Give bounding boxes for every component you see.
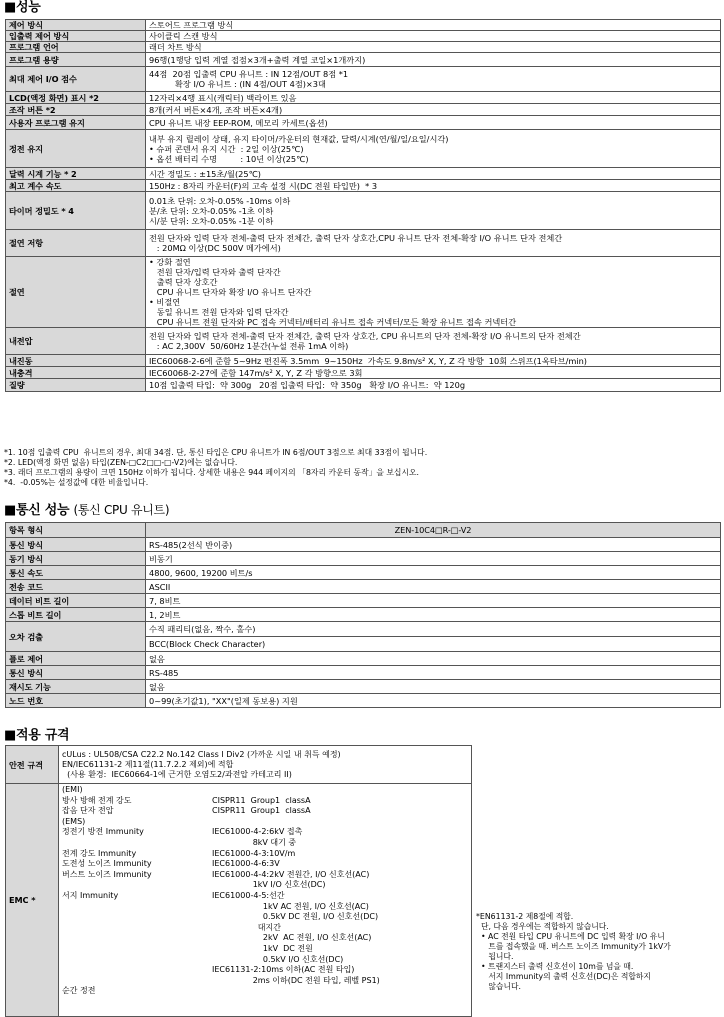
performance-title: ■성능 [4, 0, 41, 15]
performance-row-label: 질량 [6, 379, 146, 392]
performance-row-label: 최대 제어 I/O 점수 [6, 67, 146, 92]
communication-row-label: 전송 코드 [6, 580, 146, 594]
communication-row-label: 통신 속도 [6, 566, 146, 580]
performance-table [5, 19, 721, 392]
performance-row-label: 절연 저항 [6, 230, 146, 257]
performance-row-value: 44점 20점 입출력 CPU 유니트 : IN 12점/OUT 8점 *1 확장 I/O 유니트 : (IN 4점/OUT 4점)×3대 [146, 67, 721, 92]
safety-label: 안전 규격 [6, 746, 59, 784]
performance-row [6, 42, 721, 53]
emc-side-note: *EN61131-2 제8절에 적합. 단, 다음 경우에는 적합하지 않습니다. • AC 전원 타입 CPU 유니트에 DC 입력 확장 I/O 유니 트를 접속했을 때. 버스트 노이즈 Immunity가 1kV가 됩니다. • 트랜지스터 출력 신호선이 10m를 넘을 때. 서지 Immunity의 출력 신호선(DC)은 적합하지 않습니다. [476, 912, 671, 991]
communication-title-sub: (통신 CPU 유니트) [73, 503, 170, 517]
performance-row [6, 53, 721, 67]
communication-row-label: 오차 검출 [6, 622, 146, 652]
communication-row-value: 없음 [146, 680, 721, 694]
performance-row-label: 내전압 [6, 328, 146, 355]
communication-row-label: 플로 제어 [6, 652, 146, 666]
performance-row [6, 31, 721, 42]
performance-row-value: 10점 입출력 타입: 약 300g 20점 입출력 타입: 약 350g 확장 I/O 유니트: 약 120g [146, 379, 721, 392]
performance-row-value: IEC60068-2-6에 준함 5~9Hz 편진폭 3.5mm 9~150Hz 가속도 9.8m/s² X, Y, Z 각 방향 10회 스위프(1옥타브/min) [146, 355, 721, 367]
communication-row [6, 652, 721, 666]
emc-test-names: (EMI) 방사 방해 전계 강도 잡음 단자 전압 (EMS) 정전기 방전 Immunity 전계 강도 Immunity 도전성 노이즈 Immunity 버스트 노이즈 Immunity 서지 Immunity 순간 정전 [62, 785, 152, 996]
performance-row-label: 입출력 제어 방식 [6, 31, 146, 42]
performance-row-label: 조작 버튼 *2 [6, 104, 146, 116]
communication-table [5, 522, 721, 708]
performance-row [6, 67, 721, 92]
performance-row-label: 내진동 [6, 355, 146, 367]
performance-row-value: 96행(1행당 입력 계열 접점×3개+출력 계열 코일×1개까지) [146, 53, 721, 67]
communication-title [4, 503, 169, 518]
communication-row [6, 694, 721, 708]
communication-title-main: ■통신 성능 [4, 503, 70, 518]
communication-row-value: 비동기 [146, 552, 721, 566]
communication-row-value: ASCII [146, 580, 721, 594]
communication-row-value: 없음 [146, 652, 721, 666]
performance-row [6, 116, 721, 130]
performance-footnotes: *1. 10점 입출력 CPU 유니트의 경우, 최대 34점. 단, 통신 타입은 CPU 유니트가 IN 6점/OUT 3점으로 최대 33점이 됩니다. *2. LED(액정 화면 없음) 타입(ZEN-□C2□□-□-V2)에는 없습니다. *3. 래더 프로그램의 용량이 크면 150Hz 이하가 됩니다. 상세한 내용은 944 페이지의 「8자리 카운터 동작」을 보십시오. *4. -0.05%는 설정값에 대한 비율입니다. [4, 448, 428, 487]
comm-header-label: 항목 형식 [6, 523, 146, 538]
performance-row-label: 프로그램 언어 [6, 42, 146, 53]
communication-row [6, 680, 721, 694]
communication-row-label: 동기 방식 [6, 552, 146, 566]
performance-row [6, 379, 721, 392]
performance-row-value: 래더 차트 방식 [146, 42, 721, 53]
performance-row [6, 92, 721, 104]
comm-header-value: ZEN-10C4□R-□-V2 [146, 523, 721, 538]
performance-row [6, 20, 721, 31]
communication-row-value: 수직 패리티(없음, 짝수, 홀수) [146, 622, 721, 637]
performance-row [6, 230, 721, 257]
performance-row-value: 12자리×4행 표시(캐릭터) 백라이트 있음 [146, 92, 721, 104]
communication-row-label: 데이터 비트 길이 [6, 594, 146, 608]
performance-row-value: 8개(커서 버튼×4개, 조작 버튼×4개) [146, 104, 721, 116]
communication-row-value: RS-485(2선식 반이중) [146, 538, 721, 552]
performance-row-value: 내부 유지 릴레이 상태, 유지 타이머/카운터의 현재값, 달력/시계(연/월/일/요일/시각) • 슈퍼 콘덴서 유지 시간 : 2일 이상(25℃) • 옵션 배터리 수명 : 10년 이상(25℃) [146, 130, 721, 168]
performance-row-label: 최고 계수 속도 [6, 180, 146, 192]
performance-row-label: 제어 방식 [6, 20, 146, 31]
performance-row-label: 프로그램 용량 [6, 53, 146, 67]
performance-row-value: 시간 정밀도 : ±15초/월(25℃) [146, 168, 721, 180]
communication-row-label: 스톱 비트 길이 [6, 608, 146, 622]
standards-title: ■적용 규격 [4, 728, 70, 743]
performance-row-value: 스토어드 프로그램 방식 [146, 20, 721, 31]
communication-row [6, 622, 721, 637]
performance-row-label: 달력 시계 기능 * 2 [6, 168, 146, 180]
performance-row [6, 355, 721, 367]
communication-row-value: 0~99(초기값1), "XX"(일제 동보용) 지원 [146, 694, 721, 708]
performance-row-value: • 강화 절연 전원 단자/입력 단자와 출력 단자간 출력 단자 상호간 CPU 유니트 단자와 확장 I/O 유니트 단자간 • 비절연 동일 유니트 전원 단자와 입력 단자간 CPU 유니트 전원 단자와 PC 접속 커넥터/배터리 유니트 접속 커넥터/모든 확장 유니트 접속 커넥터간 [146, 257, 721, 328]
performance-row-value: IEC60068-2-27에 준함 147m/s² X, Y, Z 각 방향으로 3회 [146, 367, 721, 379]
communication-row [6, 608, 721, 622]
standards-table [5, 745, 472, 1017]
performance-row [6, 367, 721, 379]
performance-row-value: 150Hz : 8자리 카운터(F)의 고속 설정 시(DC 전원 타입만) * 3 [146, 180, 721, 192]
performance-row-label: 내충격 [6, 367, 146, 379]
communication-row [6, 594, 721, 608]
communication-row-label: 재시도 기능 [6, 680, 146, 694]
communication-row-label: 통신 방식 [6, 538, 146, 552]
communication-row-value: BCC(Block Check Character) [146, 637, 721, 652]
communication-row-value: 1, 2비트 [146, 608, 721, 622]
performance-row-value: 0.01초 단위: 오차-0.05% -10ms 이하 분/초 단위: 오차-0.05% -1초 이하 시/분 단위: 오차-0.05% -1분 이하 [146, 192, 721, 230]
communication-row-label: 노드 번호 [6, 694, 146, 708]
performance-row-label: LCD(액정 화면) 표시 *2 [6, 92, 146, 104]
performance-row-value: 사이클릭 스캔 방식 [146, 31, 721, 42]
performance-row [6, 180, 721, 192]
communication-row [6, 552, 721, 566]
communication-row [6, 666, 721, 680]
communication-row-value: RS-485 [146, 666, 721, 680]
performance-row-label: 타이머 정밀도 * 4 [6, 192, 146, 230]
performance-row [6, 257, 721, 328]
performance-row [6, 130, 721, 168]
communication-row-value: 4800, 9600, 19200 비트/s [146, 566, 721, 580]
performance-row-label: 사용자 프로그램 유지 [6, 116, 146, 130]
emc-test-standards: CISPR11 Group1 classA CISPR11 Group1 classA IEC61000-4-2:6kV 접촉 8kV 대기 중 IEC61000-4-3:10V/m IEC61000-4-6:3V IEC61000-4-4:2kV 전원간, I/O 신호선(AC) 1kV I/O 신호선(DC) IEC61000-4-5:선간 1kV AC 전원, I/O 신호선(AC) 0.5kV DC 전원, I/O 신호선(DC) 대지간 2kV AC 전원, I/O 신호선(AC) 1kV DC 전원 0.5kV I/O 신호선(DC) IEC61131-2:10ms 이하(AC 전원 타입) 2ms 이하(DC 전원 타입, 레벨 PS1) [212, 795, 380, 985]
performance-row [6, 104, 721, 116]
performance-row [6, 192, 721, 230]
communication-row [6, 580, 721, 594]
communication-row-label: 통신 방식 [6, 666, 146, 680]
emc-value [59, 784, 472, 1017]
communication-row-value: 7, 8비트 [146, 594, 721, 608]
emc-label: EMC * [6, 784, 59, 1017]
communication-row [6, 566, 721, 580]
communication-row [6, 538, 721, 552]
performance-row-value: CPU 유니트 내장 EEP-ROM, 메모리 카세트(옵션) [146, 116, 721, 130]
performance-row-label: 정전 유지 [6, 130, 146, 168]
performance-row-value: 전원 단자와 입력 단자 전체-출력 단자 전체간, 출력 단자 상호간, CPU 유니트의 단자 전체-확장 I/O 유니트의 단자 전체간 : AC 2,300V 50/60Hz 1분간(누설 전류 1mA 이하) [146, 328, 721, 355]
performance-row [6, 168, 721, 180]
performance-row-label: 절연 [6, 257, 146, 328]
performance-row-value: 전원 단자와 입력 단자 전체-출력 단자 전체간, 출력 단자 상호간,CPU 유니트 단자 전체-확장 I/O 유니트 단자 전체간 : 20MΩ 이상(DC 500V 메가에서) [146, 230, 721, 257]
safety-value: cULus : UL508/CSA C22.2 No.142 Class Ⅰ Div2 (가까운 시일 내 취득 예정) EN/IEC61131-2 제11절(11.7.2.2 제외)에 적합 (사용 환경: IEC60664-1에 근거한 오염도2/과전압 카테고리 II) [59, 746, 472, 784]
performance-row [6, 328, 721, 355]
